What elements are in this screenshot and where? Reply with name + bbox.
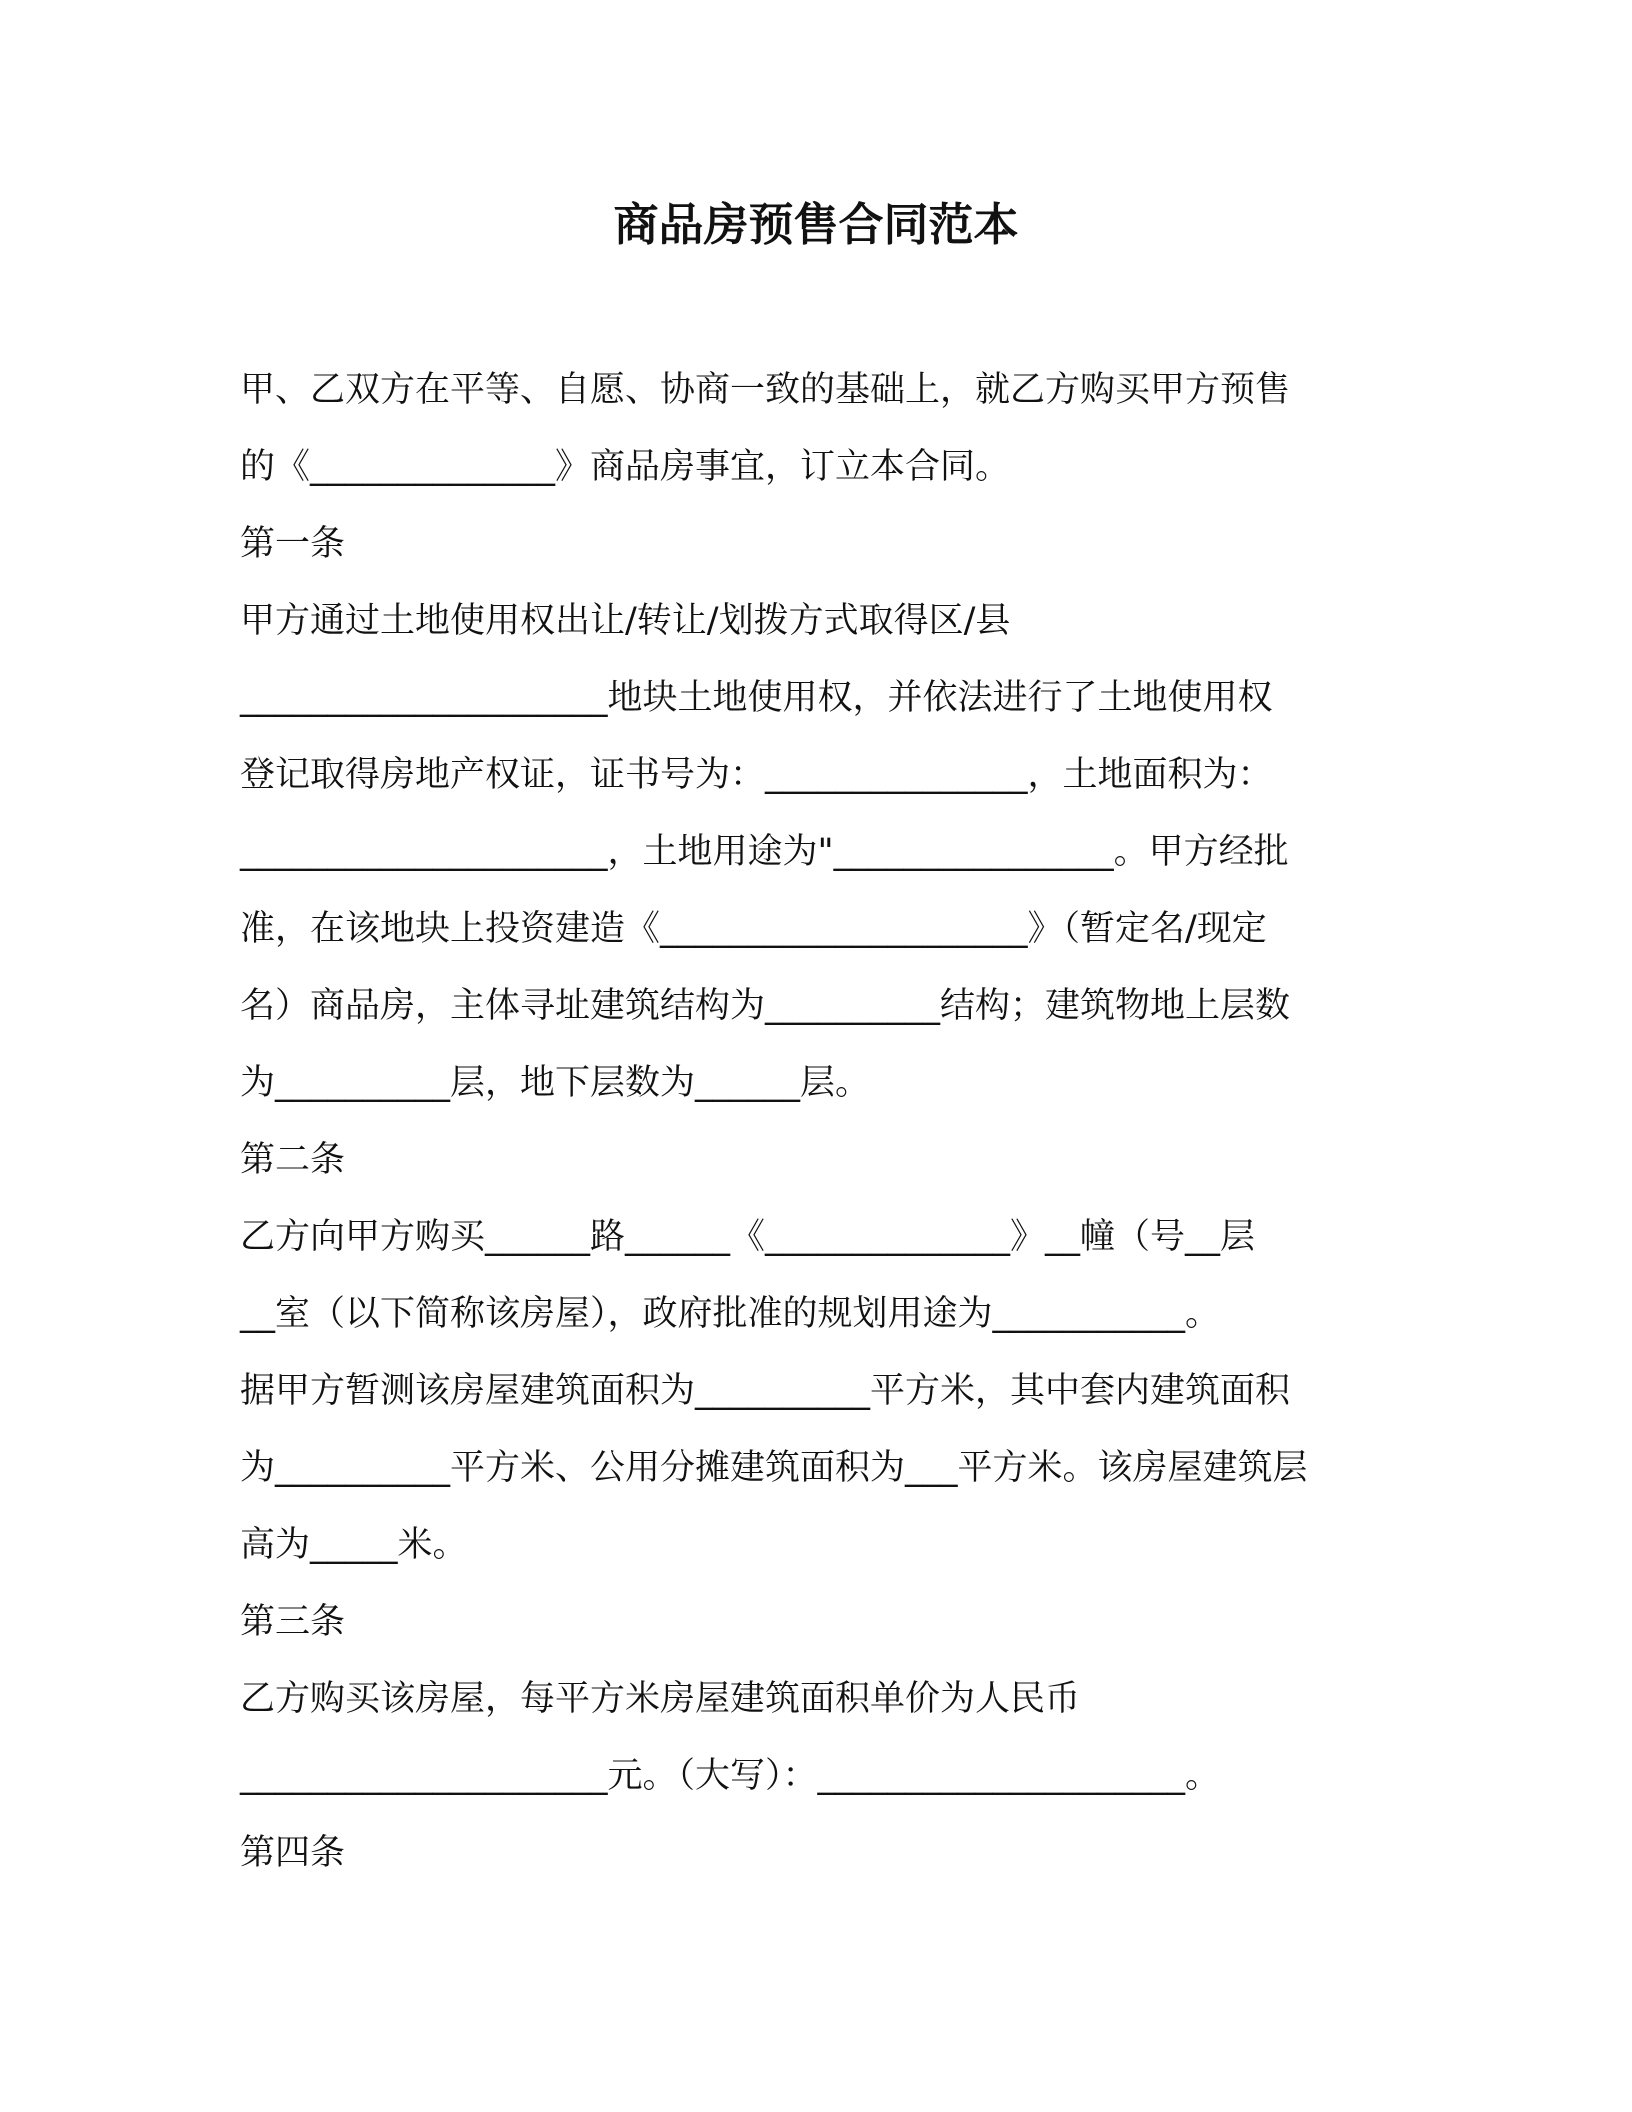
paragraph-line: 为__________层，地下层数为______层。 <box>240 1063 871 1103</box>
paragraph-line: 名）商品房，主体寻址建筑结构为__________结构；建筑物地上层数 <box>240 986 1291 1026</box>
paragraph-line: 甲方通过土地使用权出让/转让/划拨方式取得区/县 <box>240 601 1011 641</box>
paragraph-line: 高为_____米。 <box>240 1525 468 1565</box>
article-heading-4: 第四条 <box>240 1833 346 1873</box>
article-heading-3: 第三条 <box>240 1602 346 1642</box>
paragraph-line: __室（以下简称该房屋），政府批准的规划用途为___________。 <box>240 1294 1221 1334</box>
paragraph-line: 乙方购买该房屋，每平方米房屋建筑面积单价为人民币 <box>240 1679 1081 1719</box>
paragraph-line: 甲、乙双方在平等、自愿、协商一致的基础上，就乙方购买甲方预售 <box>240 370 1291 410</box>
paragraph-line: 据甲方暂测该房屋建筑面积为__________平方米，其中套内建筑面积 <box>240 1371 1291 1411</box>
paragraph-line: _____________________，土地用途为"________________。甲方经批 <box>240 832 1289 872</box>
paragraph-line: 为__________平方米、公用分摊建筑面积为___平方米。该房屋建筑层 <box>240 1448 1308 1488</box>
document-title: 商品房预售合同范本 <box>613 198 1019 251</box>
paragraph-line: _____________________元。（大写）：_____________________。 <box>240 1756 1221 1796</box>
article-heading-2: 第二条 <box>240 1140 346 1180</box>
paragraph-line: 登记取得房地产权证，证书号为：_______________，土地面积为： <box>240 755 1273 795</box>
paragraph-line: 准，在该地块上投资建造《_____________________》（暂定名/现定 <box>240 909 1267 949</box>
paragraph-line: 的《______________》商品房事宜，订立本合同。 <box>240 447 1011 487</box>
paragraph-line: _____________________地块土地使用权，并依法进行了土地使用权 <box>240 678 1273 718</box>
article-heading-1: 第一条 <box>240 524 346 564</box>
paragraph-line: 乙方向甲方购买______路______《______________》__幢（号__层 <box>240 1217 1256 1257</box>
